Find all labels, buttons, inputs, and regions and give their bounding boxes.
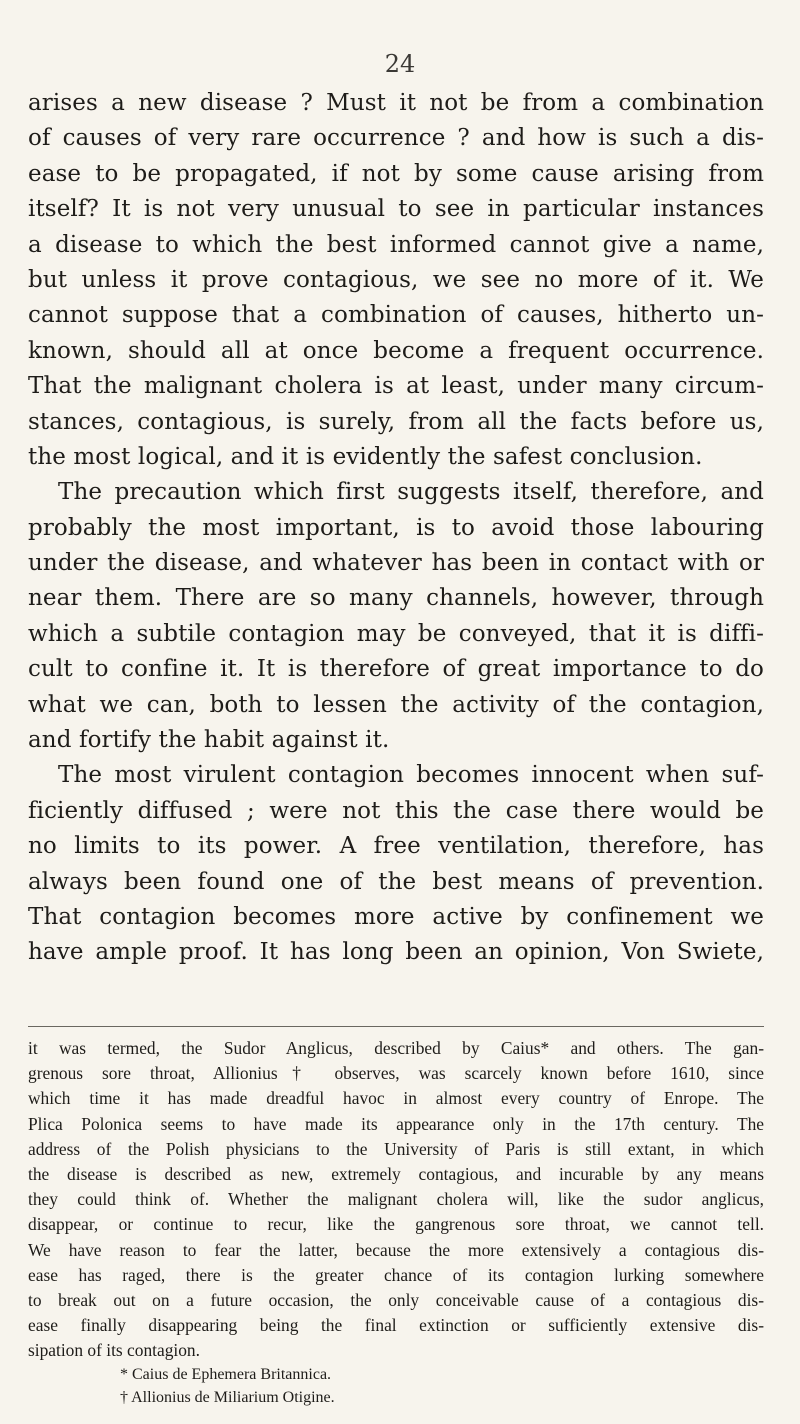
citation-allionius: † Allionius de Miliarium Otigine. <box>120 1389 335 1407</box>
text-line: That contagion becomes more active by confinement we <box>28 903 764 930</box>
footnote-line: ease finally disappearing being the final extinction or sufficiently extensive dis- <box>28 1315 764 1336</box>
footnote-line: to break out on a future occasion, the only conceivable cause of a contagious dis- <box>28 1289 764 1310</box>
text-line: cannot suppose that a combination of causes, hitherto un- <box>28 302 764 329</box>
text-line: but unless it prove contagious, we see no more of it. We <box>28 266 764 293</box>
text-line: which a subtile contagion may be conveyed, that it is diffi- <box>28 620 764 647</box>
text-line: of causes of very rare occurrence ? and how is such a dis- <box>28 125 764 152</box>
text-line: The precaution which first suggests itself, therefore, and <box>58 479 764 506</box>
footnote-line: the disease is described as new, extremely contagious, and incurable by any means <box>28 1163 764 1184</box>
text-line: That the malignant cholera is at least, under many circum- <box>28 373 764 400</box>
footnote-line: disappear, or continue to recur, like the gangrenous sore throat, we cannot tell. <box>28 1214 764 1235</box>
text-line: have ample proof. It has long been an opinion, Von Swiete, <box>28 939 764 966</box>
text-line: under the disease, and whatever has been in contact with or <box>28 550 764 577</box>
text-line: ficiently diffused ; were not this the case there would be <box>28 797 764 824</box>
footnote-line: address of the Polish physicians to the University of Paris is still extant, in which <box>28 1138 764 1159</box>
footnote <box>28 1036 764 1409</box>
page-number: 24 <box>384 50 416 78</box>
main-text <box>28 86 764 971</box>
footnote-line: grenous sore throat, Allionius† observes, was scarcely known before 1610, since <box>28 1063 764 1084</box>
footnote-line: which time it has made dreadful havoc in almost every country of Enrope. The <box>28 1088 764 1109</box>
text-line: always been found one of the best means of prevention. <box>28 868 764 895</box>
footnote-line: ease has raged, there is the greater chance of its contagion lurking somewhere <box>28 1264 764 1285</box>
footnote-line: Plica Polonica seems to have made its appearance only in the 17th century. The <box>28 1113 764 1134</box>
text-line: arises a new disease ? Must it not be from a combination <box>28 90 764 116</box>
footnote-line: they could think of. Whether the malignant cholera will, like the sudor anglicus, <box>28 1189 764 1210</box>
footnote-line: We have reason to fear the latter, because the more extensively a contagious dis- <box>28 1239 764 1260</box>
citation-caius: * Caius de Ephemera Britannica. <box>120 1366 332 1384</box>
text-line: probably the most important, is to avoid those labouring <box>28 514 764 541</box>
text-line: near them. There are so many channels, however, through <box>28 585 764 612</box>
text-line: stances, contagious, is surely, from all the facts before us, <box>28 408 764 435</box>
text-line: itself? It is not very unusual to see in particular instances <box>28 196 764 223</box>
text-line: no limits to its power. A free ventilation, therefore, has <box>28 833 764 860</box>
footnote-line: it was termed, the Sudor Anglicus, described by Caius* and others. The gan- <box>28 1038 764 1058</box>
text-line: known, should all at once become a frequent occurrence. <box>28 337 764 364</box>
footnote-line: sipation of its contagion. <box>28 1340 200 1361</box>
text-line: a disease to which the best informed cannot give a name, <box>28 231 764 258</box>
text-line: ease to be propagated, if not by some cause arising from <box>28 160 764 187</box>
text-line: cult to confine it. It is therefore of great importance to do <box>28 656 764 683</box>
text-line: and fortify the habit against it. <box>28 727 390 754</box>
text-line: the most logical, and it is evidently the safest conclusion. <box>28 443 703 470</box>
text-line: what we can, both to lessen the activity of the contagion, <box>28 691 764 718</box>
text-line: The most virulent contagion becomes innocent when suf- <box>58 762 764 789</box>
footnote-divider <box>28 1026 764 1027</box>
